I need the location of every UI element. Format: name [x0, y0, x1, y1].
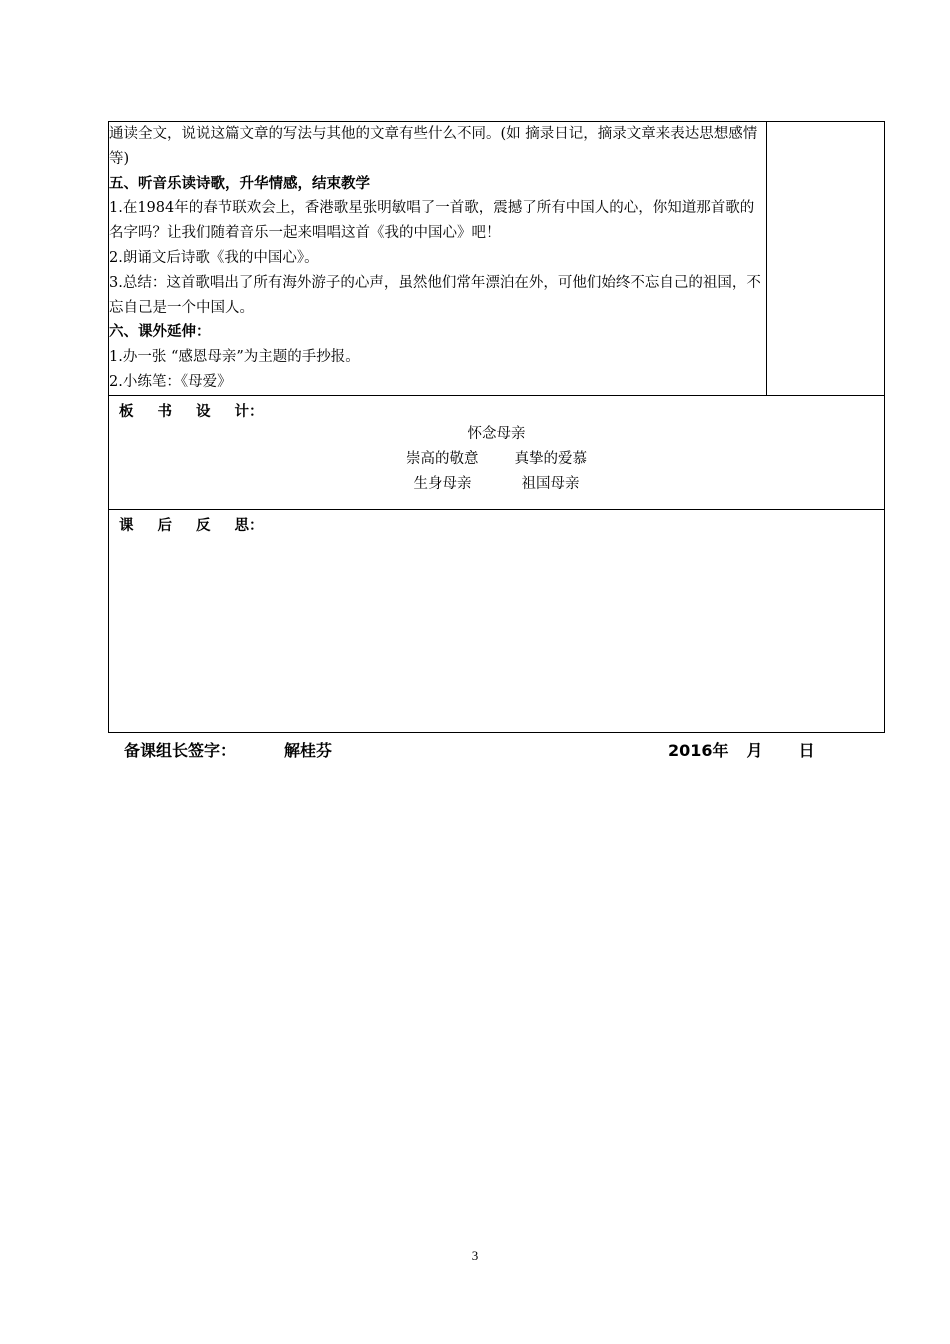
intro-paragraph: 通读全文，说说这篇文章的写法与其他的文章有些什么不同。(如 摘录日记，摘录文章来表达思想感情等): [109, 126, 758, 167]
section5-item-2: 2.朗诵文后诗歌《我的中国心》。: [109, 249, 319, 266]
section6-item-1: 1.办一张 “感恩母亲”为主题的手抄报。: [109, 349, 360, 366]
board-row-1: [109, 447, 884, 472]
board-design-cell: [109, 395, 885, 509]
section6-item-2: 2.小练笔：《母爱》: [109, 373, 232, 390]
signature-date: [668, 738, 815, 761]
board-design-row: [109, 395, 885, 509]
reflection-label: 课 后 反 思：: [119, 517, 264, 534]
board-row-1-right: 真挚的爱慕: [514, 450, 587, 467]
signature-day: 日: [798, 741, 815, 760]
lesson-plan-table: [108, 121, 885, 733]
board-row-2-left: 生身母亲: [413, 475, 472, 492]
signature-year: 2016年: [668, 741, 729, 760]
board-design-label: 板 书 设 计：: [119, 403, 264, 420]
section5-heading: 五、听音乐读诗歌，升华情感，结束教学: [109, 175, 370, 192]
signature-month: 月: [746, 741, 763, 760]
reflection-row: [109, 509, 885, 732]
signature-name: 解桂芬: [284, 741, 333, 760]
board-row-2: [109, 472, 884, 497]
teaching-process-row: [109, 122, 885, 396]
section6-heading: 六、课外延伸：: [109, 324, 211, 341]
section5-item-3: 3.总结：这首歌唱出了所有海外游子的心声，虽然他们常年漂泊在外，可他们始终不忘自己的祖国，不忘自己是一个中国人。: [109, 274, 761, 316]
section5-item-1: 1.在1984年的春节联欢会上，香港歌星张明敏唱了一首歌，震撼了所有中国人的心，你知道那首歌的名字吗？让我们随着音乐一起来唱唱这首《我的中国心》吧！: [109, 200, 755, 242]
teaching-process-cell: [109, 122, 767, 396]
board-title: 怀念母亲: [467, 425, 526, 442]
signature-label: 备课组长签字：: [124, 741, 237, 760]
board-row-2-right: 祖国母亲: [521, 475, 580, 492]
signature-line: [124, 738, 834, 762]
lesson-plan-sheet: [108, 121, 883, 733]
page-number: 3: [471, 1248, 479, 1263]
reflection-cell: [109, 509, 885, 732]
board-row-1-left: 崇高的敬意: [406, 450, 479, 467]
notes-cell: [767, 122, 885, 396]
